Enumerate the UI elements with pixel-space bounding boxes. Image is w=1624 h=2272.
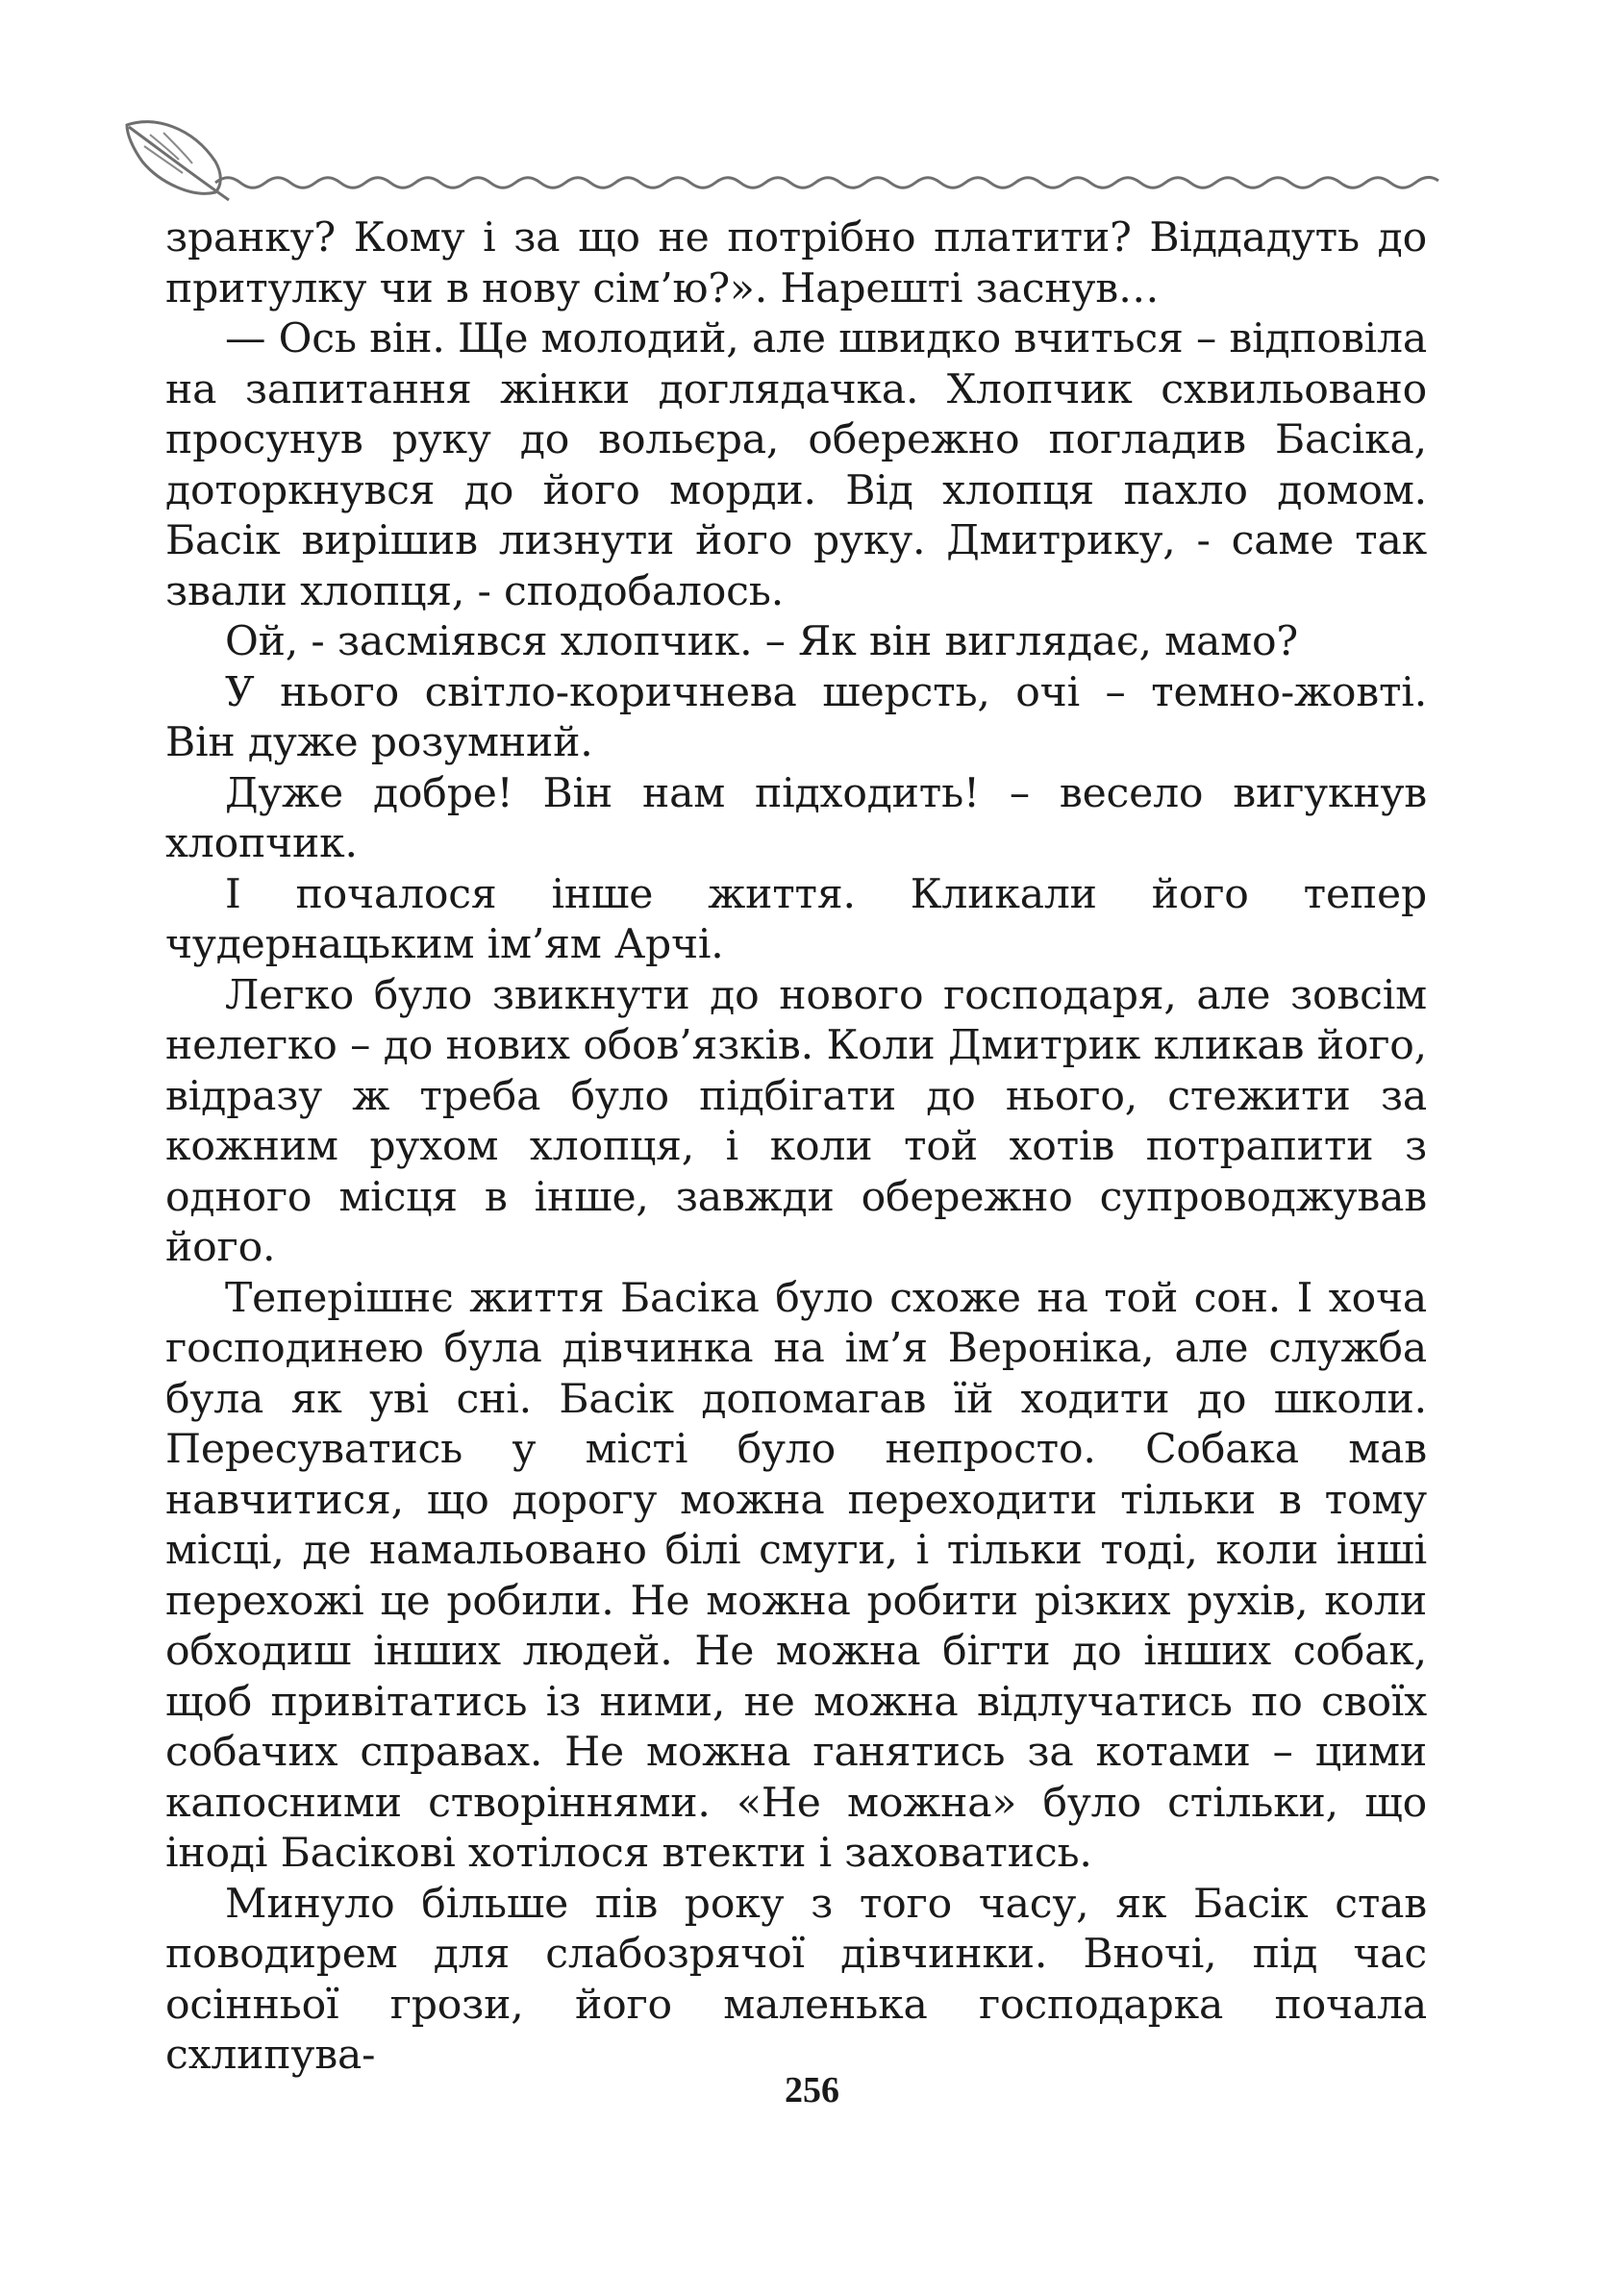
paragraph-guide-dog: Минуло більше пів року з того часу, як Басік став поводирем для слабозрячої дівчинки. Вночі, під час осінньої грози, його маленька господарка почала схлипува- <box>165 1880 1427 2079</box>
paragraph-dialogue-boy-approval: Дуже добре! Він нам підходить! – весело вигукнув хлопчик. <box>165 769 1427 867</box>
body-text <box>165 213 1427 2082</box>
wavy-line-icon <box>215 177 1438 187</box>
paragraph-dialogue-caretaker: — Ось він. Ще молодий, але швидко вчиться – відповіла на запитання жінки доглядачка. Хлопчик схвильовано просунув руку до вольєра, обережно погладив Басіка, доторкнувся до його морди. Від хлопця пахло домом. Басік вирішив лизнути його руку. Дмитрику, - саме так звали хлопця, - сподобалось. <box>165 315 1427 615</box>
paragraph-new-duties: Легко було звикнути до нового господаря, але зовсім нелегко – до нових обов’язків. Коли Дмитрик кликав його, відразу ж треба було підбігати до нього, стежити за кожним рухом хлопця, і коли той хотів потрапити з одного місця в інше, завжди обережно супроводжував його. <box>165 971 1427 1271</box>
feather-quill-icon <box>127 122 229 200</box>
paragraph-continuation: зранку? Кому і за що не потрібно платити? Віддадуть до притулку чи в нову сім’ю?». Нарешті заснув… <box>165 214 1427 312</box>
header-ornament <box>115 106 1442 212</box>
paragraph-present-life: Теперішнє життя Басіка було схоже на той сон. І хоча господинею була дівчинка на ім’я Вероніка, але служба була як уві сні. Басік допомагав їй ходити до школи. Пересуватись у місті було непросто. Собака мав навчитися, що дорогу можна переходити тільки в тому місці, де намальовано білі смуги, і тільки тоді, коли інші перехожі це робили. Не можна робити різких рухів, коли обходиш інших людей. Не можна бігти до інших собак, щоб привітатись із ними, не можна відлучатись по своїх собачих справах. Не можна ганятись за котами – цими капосними створіннями. «Не можна» було стільки, що іноді Басікові хотілося втекти і заховатись. <box>165 1274 1427 1877</box>
paragraph-dialogue-description: У нього світло-коричнева шерсть, очі – темно-жовті. Він дуже розумний. <box>165 668 1427 766</box>
paragraph-new-life: І почалося інше життя. Кликали його тепер чудернацьким ім’ям Арчі. <box>165 870 1427 968</box>
paragraph-dialogue-boy-question: Ой, - засміявся хлопчик. – Як він виглядає, мамо? <box>225 618 1298 665</box>
page-number: 256 <box>785 2070 839 2110</box>
